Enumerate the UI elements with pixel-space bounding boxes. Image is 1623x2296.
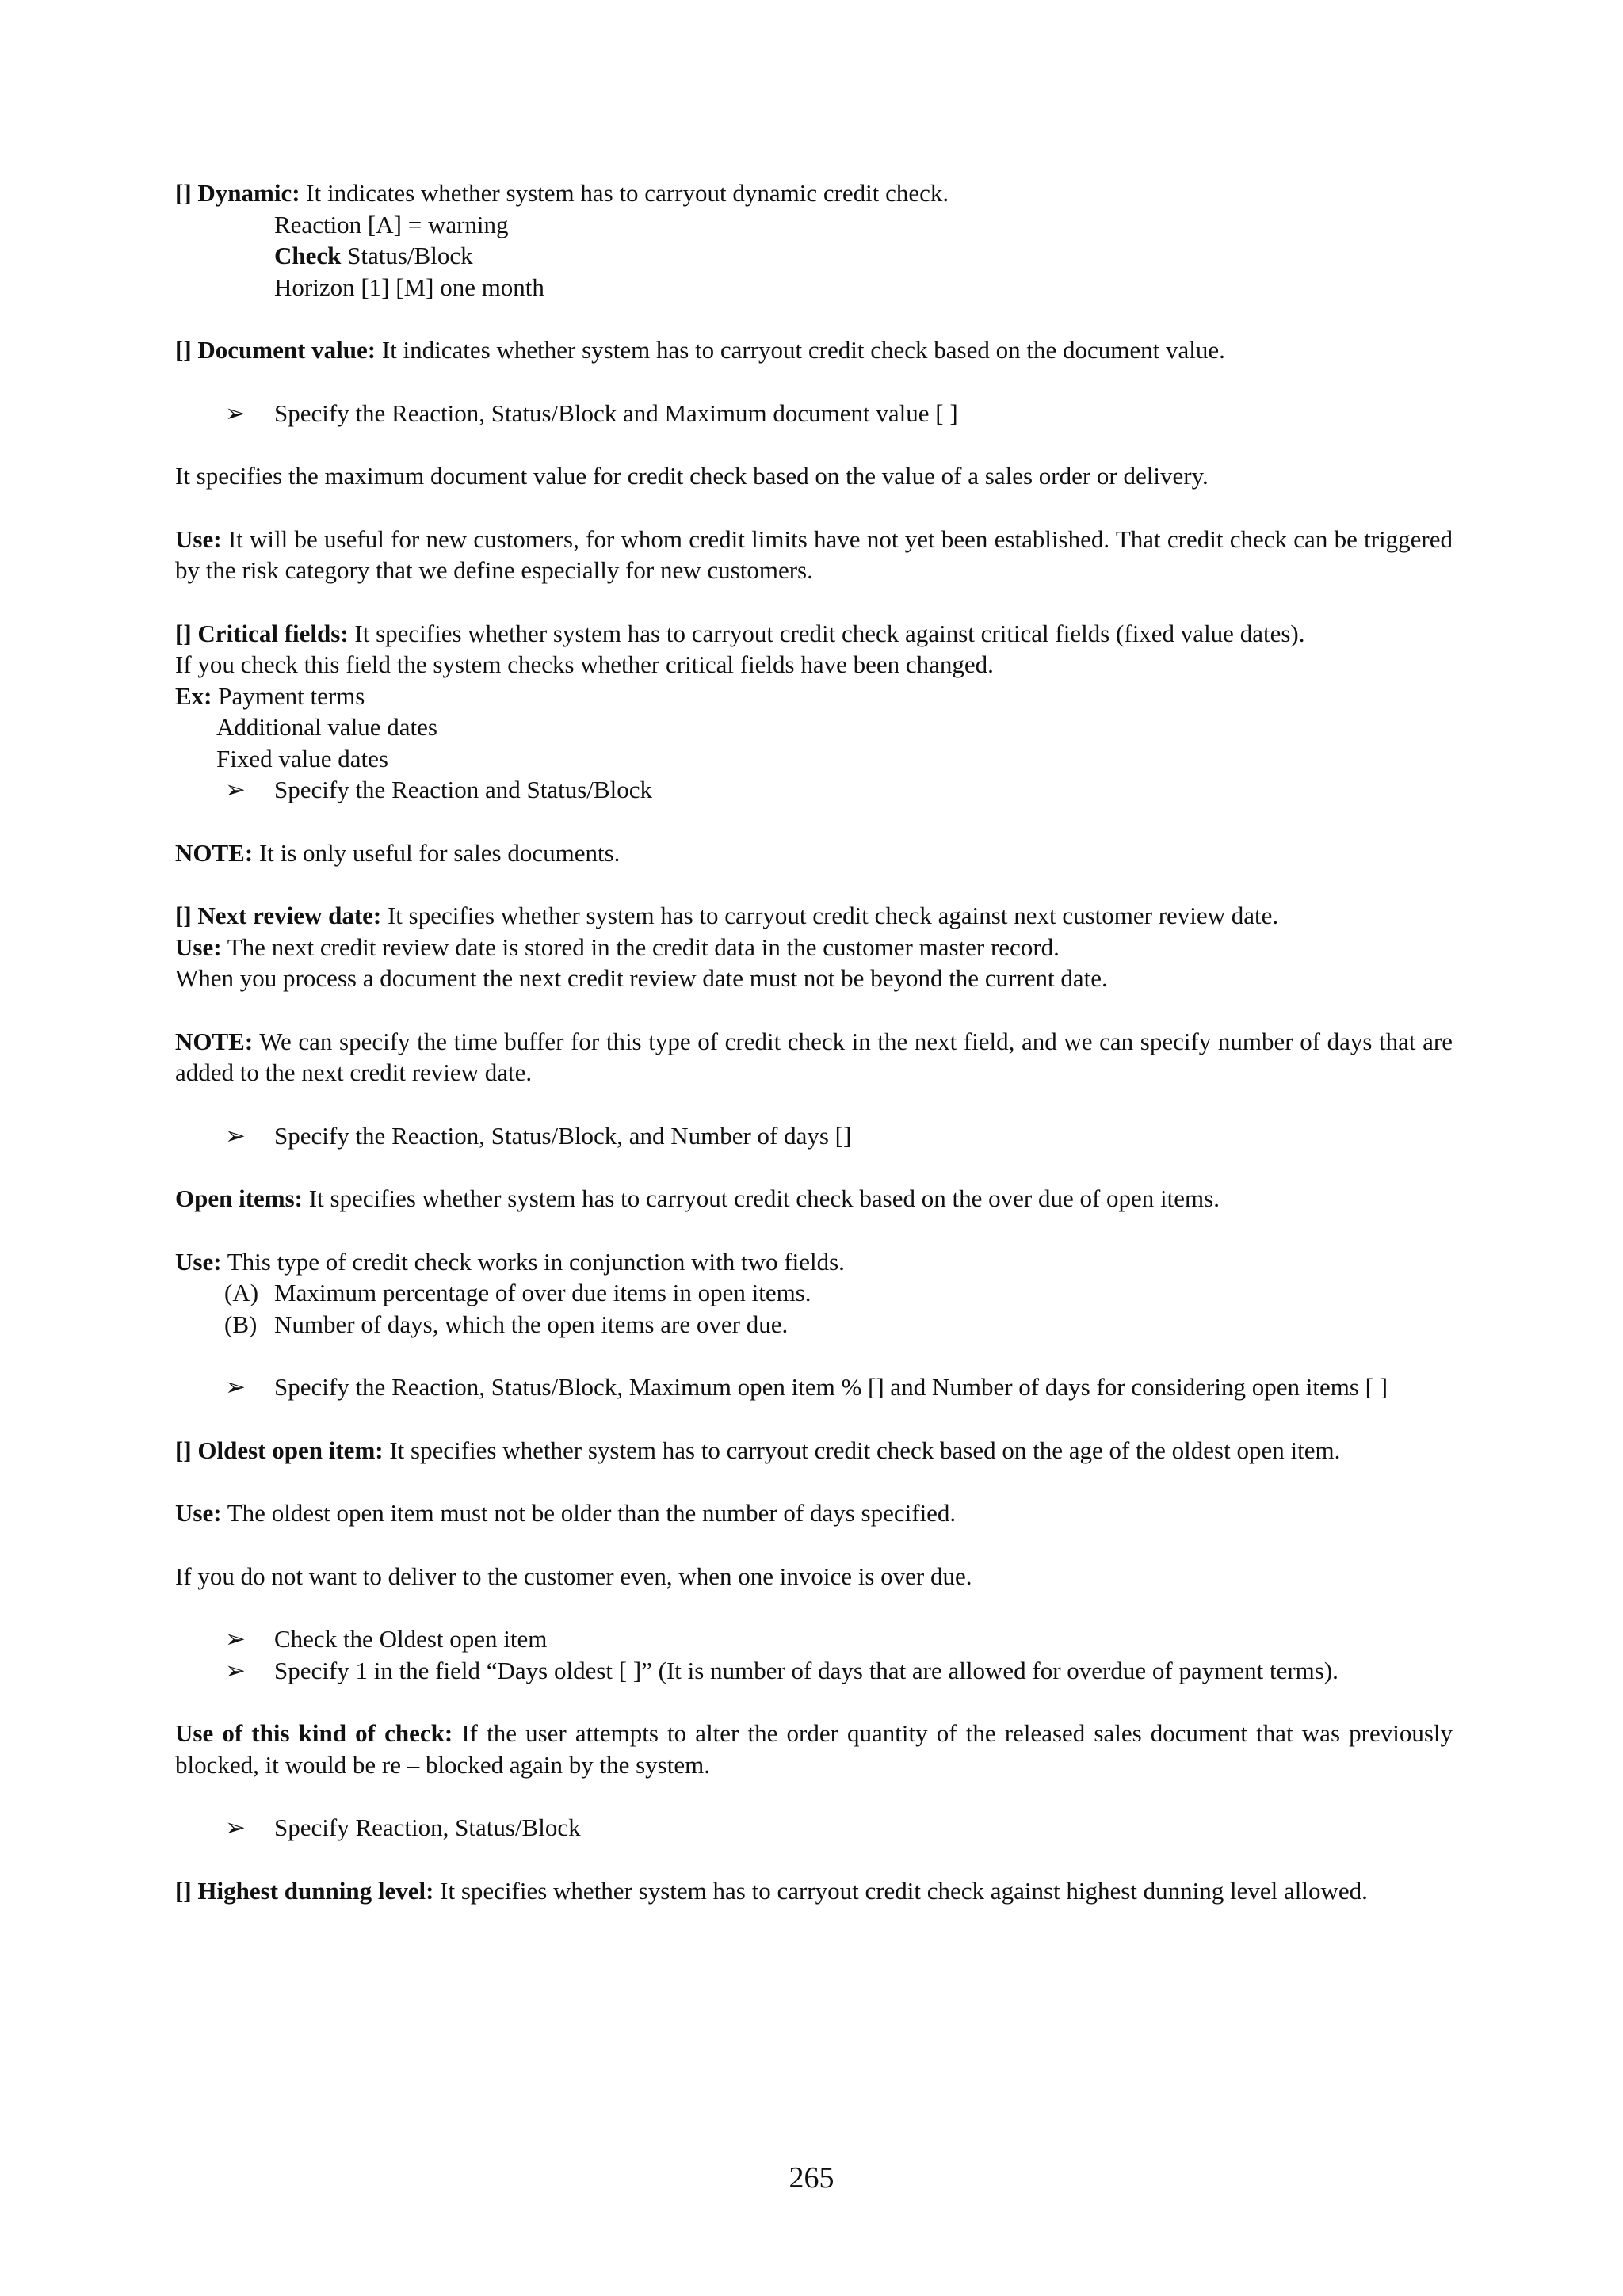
dynamic-heading: [] Dynamic: It indicates whether system has to carryout dynamic credit check.	[175, 179, 949, 207]
next-review-note: NOTE: We can specify the time buffer for this type of credit check in the next field, and we can specify number of days that are added to the next credit review date.	[175, 1027, 1453, 1086]
use-of-check-paragraph: Use of this kind of check: If the user attempts to alter the order quantity of the released sales document that was previously blocked, it would be re – blocked again by the system.	[175, 1719, 1453, 1779]
arrow-bullet-icon: ➢	[225, 1625, 246, 1653]
next-review-use: Use: The next credit review date is stored in the credit data in the customer master record.	[175, 933, 1060, 961]
page-number: 265	[789, 2161, 834, 2195]
dynamic-reaction: Reaction [A] = warning	[274, 210, 509, 238]
arrow-bullet-icon: ➢	[225, 776, 246, 803]
critical-fields-heading: [] Critical fields: It specifies whether system has to carryout credit check against critical fields (fixed value dates).	[175, 619, 1305, 647]
document-value-paragraph: It specifies the maximum document value for credit check based on the value of a sales order or delivery.	[175, 462, 1209, 490]
dynamic-horizon: Horizon [1] [M] one month	[274, 273, 544, 301]
dynamic-check: Check Status/Block	[274, 242, 473, 269]
page-content	[175, 177, 1453, 1906]
critical-fields-example: Ex: Payment terms	[175, 681, 365, 710]
open-items-use: Use: This type of credit check works in conjunction with two fields.	[175, 1247, 845, 1276]
open-items-heading: Open items: It specifies whether system has to carryout credit check based on the over due of open items.	[175, 1184, 1220, 1212]
open-items-sub-a: (A) Maximum percentage of over due items in open items.	[224, 1279, 812, 1306]
critical-fields-bullet: ➢ Specify the Reaction and Status/Block	[175, 774, 1453, 806]
critical-fields-example-item: Fixed value dates	[216, 744, 388, 772]
oldest-open-item-bullet: ➢ Check the Oldest open item	[175, 1623, 1453, 1655]
document-value-bullet: ➢ Specify the Reaction, Status/Block and Maximum document value [ ]	[175, 398, 1453, 429]
arrow-bullet-icon: ➢	[225, 1121, 246, 1150]
oldest-open-item-bullet: ➢ Specify 1 in the field “Days oldest [ ]” (It is number of days that are allowed for overdue of payment terms).	[175, 1655, 1453, 1687]
next-review-line: When you process a document the next credit review date must not be beyond the current date.	[175, 964, 1108, 992]
arrow-bullet-icon: ➢	[225, 1373, 246, 1401]
use-of-check-bullet: ➢ Specify Reaction, Status/Block	[175, 1812, 1453, 1844]
next-review-heading: [] Next review date: It specifies whether system has to carryout credit check against next customer review date.	[175, 902, 1279, 929]
note-sales-documents: NOTE: It is only useful for sales documents.	[175, 838, 621, 867]
oldest-open-item-heading: [] Oldest open item: It specifies whether system has to carryout credit check based on the age of the oldest open item.	[175, 1436, 1341, 1464]
open-items-bullet: ➢ Specify the Reaction, Status/Block, Maximum open item % [] and Number of days for considering open items [ ]	[175, 1371, 1453, 1403]
arrow-bullet-icon: ➢	[225, 399, 246, 427]
critical-fields-line: If you check this field the system checks whether critical fields have been changed.	[175, 650, 994, 678]
arrow-bullet-icon: ➢	[225, 1814, 246, 1841]
highest-dunning-heading: [] Highest dunning level: It specifies whether system has to carryout credit check against highest dunning level allowed.	[175, 1876, 1368, 1905]
open-items-sub-b: (B) Number of days, which the open items are over due.	[224, 1310, 789, 1338]
critical-fields-example-item: Additional value dates	[216, 713, 437, 741]
document-value-heading: [] Document value: It indicates whether system has to carryout credit check based on the document value.	[175, 336, 1225, 364]
next-review-bullet: ➢ Specify the Reaction, Status/Block, and Number of days []	[175, 1120, 1453, 1152]
arrow-bullet-icon: ➢	[225, 1656, 246, 1684]
oldest-open-item-use: Use: The oldest open item must not be older than the number of days specified.	[175, 1499, 957, 1527]
document-value-use: Use: It will be useful for new customers, for whom credit limits have not yet been established. That credit check can be triggered by the risk category that we define especially for new customers.	[175, 524, 1453, 584]
oldest-open-item-paragraph: If you do not want to deliver to the customer even, when one invoice is over due.	[175, 1562, 972, 1590]
